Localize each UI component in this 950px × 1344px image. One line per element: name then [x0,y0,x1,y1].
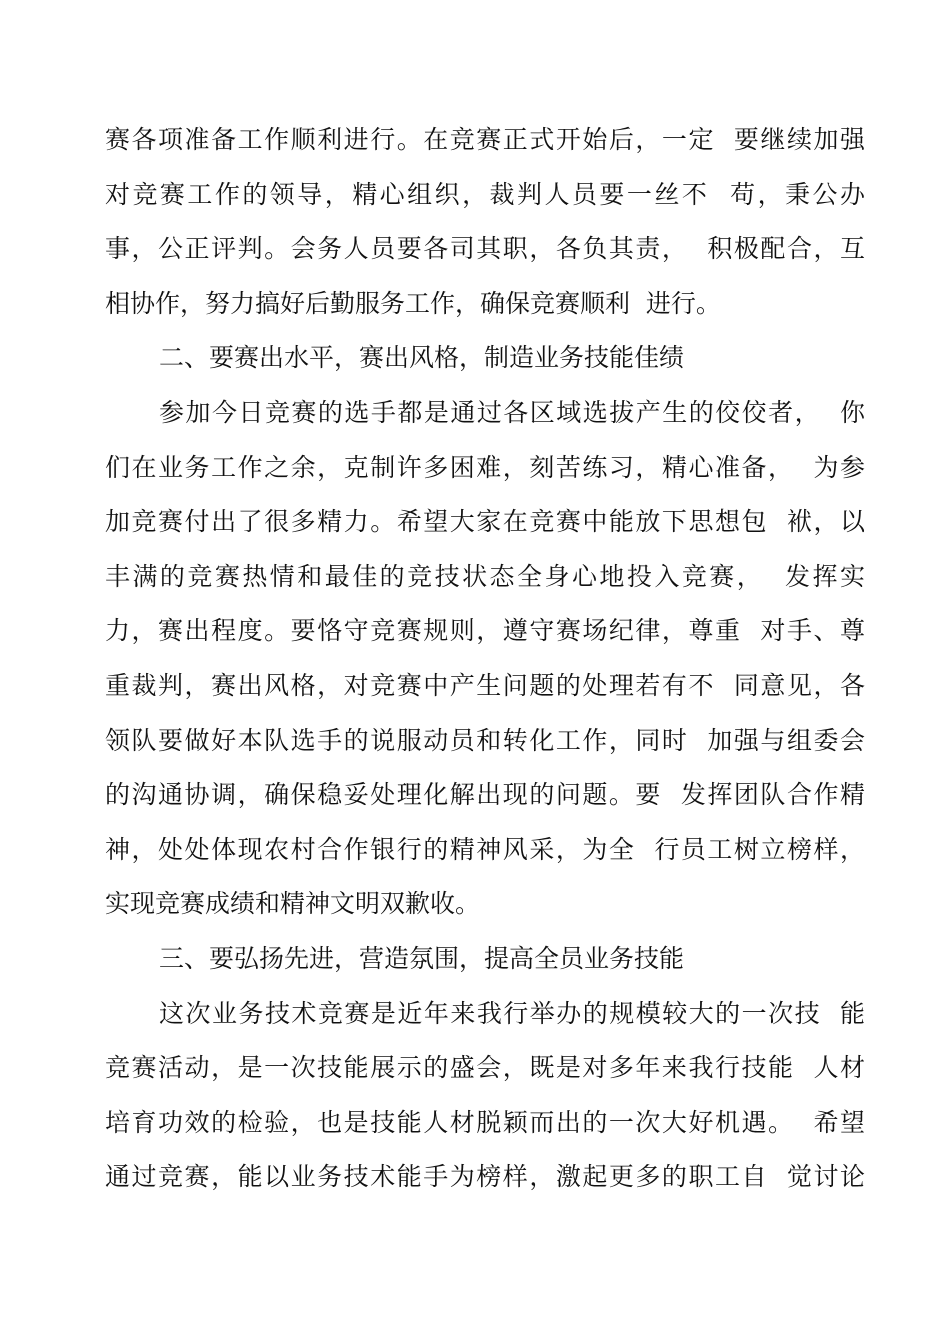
document-body-text [105,113,865,1205]
text-line: 们在业务工作之余，克制许多困难，刻苦练习，精心准备， 为参 [105,452,865,482]
text-line: 加竞赛付出了很多精力。希望大家在竞赛中能放下思想包 袱，以 [105,507,865,537]
text-line: 丰满的竞赛热情和最佳的竞技状态全身心地投入竞赛， 发挥实 [105,561,865,591]
text-line: 实现竞赛成绩和精神文明双歉收。 [105,889,481,919]
text-line: 通过竞赛，能以业务技术能手为榜样，激起更多的职工自 觉讨论 [105,1162,865,1192]
text-line: 神，处处体现农村合作银行的精神风采，为全 行员工树立榜样， [105,834,865,864]
section-heading: 三、要弘扬先进，营造氛围，提高全员业务技能 [159,943,685,973]
text-line: 对竞赛工作的领导，精心组织，裁判人员要一丝不 苟，秉公办 [105,179,865,209]
text-line: 赛各项准备工作顺利进行。在竞赛正式开始后，一定 要继续加强 [105,125,865,154]
text-line: 培育功效的检验，也是技能人材脱颖而出的一次大好机遇。 希望 [105,1107,865,1137]
text-line: 相协作，努力搞好后勤服务工作，确保竞赛顺利 进行。 [105,288,721,318]
text-line: 参加今日竞赛的选手都是通过各区域选拔产生的佼佼者， 你 [159,397,865,427]
text-line: 竞赛活动，是一次技能展示的盛会，既是对多年来我行技能 人材 [105,1053,865,1083]
text-line: 的沟通协调，确保稳妥处理化解出现的问题。要 发挥团队合作精 [105,780,865,810]
text-line: 力，赛出程度。要恪守竞赛规则，遵守赛场纪律，尊重 对手、尊 [105,616,865,646]
text-line: 领队要做好本队选手的说服动员和转化工作，同时 加强与组委会 [105,725,865,755]
text-line: 事，公正评判。会务人员要各司其职，各负其责， 积极配合，互 [105,234,865,264]
section-heading: 二、要赛出水平，赛出风格，制造业务技能佳绩 [159,343,685,373]
text-line: 这次业务技术竞赛是近年来我行举办的规模较大的一次技 能 [159,998,865,1028]
text-line: 重裁判，赛出风格，对竞赛中产生问题的处理若有不 同意见，各 [105,670,865,700]
